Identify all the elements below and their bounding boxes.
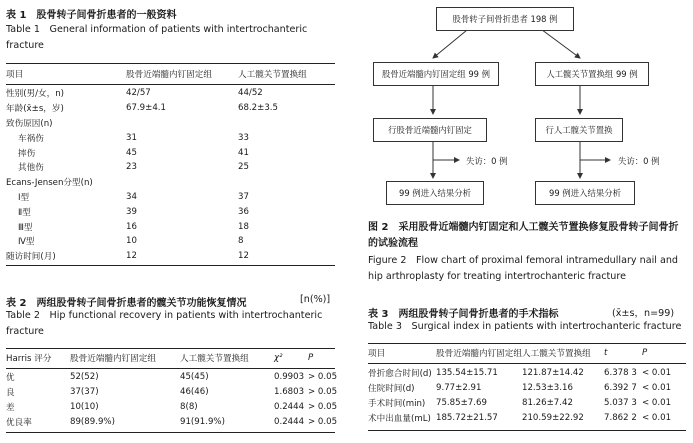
table3-header-row [368, 346, 686, 361]
flow-lost-right: 失访：0 例 [618, 156, 660, 166]
table1-row-cell: 25 [238, 162, 249, 173]
table2-header-cell: 人工髋关节置换组 [180, 354, 249, 365]
table2-row-cell: 52(52) [70, 372, 99, 383]
table1-row-cell: 36 [238, 206, 249, 217]
table3-top-rule [368, 343, 686, 344]
table1-header-cell: 人工髋关节置换组 [238, 70, 307, 81]
table1-row-cell: Ⅳ型 [18, 237, 35, 248]
table3-row-cell: 7.862 2 [604, 412, 637, 423]
table2-row-cell: 46(46) [180, 387, 209, 398]
figure2-caption-cn: 图 2 采用股骨近端髓内钉固定和人工髋关节置换修复股骨转子间骨折的试验流程 [368, 222, 679, 249]
table2-row-cell: 45(45) [180, 372, 209, 383]
table1-row-cell: 年龄(x̄±s，岁) [6, 104, 64, 115]
table3-row-cell: < 0.01 [642, 397, 672, 408]
table3-row [368, 410, 686, 425]
table3-row-cell: < 0.01 [642, 368, 672, 379]
table2-header-cell: χ² [274, 353, 283, 364]
table3-row-cell: < 0.01 [642, 383, 672, 394]
table3-row-cell: 术中出血量(mL) [368, 413, 431, 424]
table2-caption-cn: 表 2 两组股骨转子间骨折患者的髋关节功能恢复情况 [6, 298, 247, 309]
table3-row-cell: 手术时间(min) [368, 398, 426, 409]
table3-row-cell: 185.72±21.57 [436, 412, 498, 423]
figure2-caption-en: Figure 2 Flow chart of proximal femoral intramedullary nail and hip arthroplasty for treating intertrochanteric fracture [368, 255, 679, 282]
table2-row-cell: 8(8) [180, 401, 198, 412]
table3-row [368, 381, 686, 396]
table2-caption-en: Table 2 Hip functional recovery in patients with intertrochanteric fracture [6, 310, 323, 337]
flow-box-nail-analysis: 99 例进入结果分析 [386, 181, 484, 205]
table3-row-cell: 135.54±15.71 [436, 368, 498, 379]
table1-row-cell: 67.9±4.1 [126, 103, 167, 114]
table1-row-cell: Ⅱ型 [18, 207, 31, 218]
table1-row-cell: 其他伤 [18, 163, 44, 174]
table3-row-cell: 210.59±22.92 [522, 412, 584, 423]
table1-row-cell: 45 [126, 147, 137, 158]
table3-row-cell: 121.87±14.42 [522, 368, 584, 379]
table2-row-cell: 91(91.9%) [180, 416, 225, 427]
table3-row-cell: 12.53±3.16 [522, 383, 573, 394]
table2-row-cell: 1.6803 [274, 387, 305, 398]
table2-row-cell: 优 [6, 373, 15, 384]
table1-row-cell: 性别(男/女，n) [6, 89, 65, 100]
table2-row-cell: 优良率 [6, 417, 32, 428]
table3-row-cell: 骨折愈合时间(d) [368, 369, 432, 380]
table1-row-cell: 12 [126, 251, 137, 262]
table3-row-cell: 81.26±7.42 [522, 397, 573, 408]
table3-row-cell: 75.85±7.69 [436, 397, 487, 408]
table1-row-cell: 8 [238, 236, 244, 247]
table3-row [368, 396, 686, 411]
table2-row-cell: 差 [6, 402, 15, 413]
table3-unit: (x̄±s，n=99) [612, 308, 675, 319]
table1-row-cell: 致伤原因(n) [6, 118, 53, 129]
table2-row-cell: > 0.05 [308, 401, 338, 412]
flow-box-total: 股骨转子间骨折患者 198 例 [436, 7, 574, 31]
flow-box-arthroplasty-analysis: 99 例进入结果分析 [535, 181, 635, 205]
flow-lost-left: 失访：0 例 [466, 156, 508, 166]
table1-row-cell: 随访时间(月) [6, 252, 56, 263]
table2-row-cell: 0.9903 [274, 372, 305, 383]
table1-row-cell: 37 [238, 191, 249, 202]
table2-row-cell: > 0.05 [308, 372, 338, 383]
table3-header-cell: 股骨近端髓内钉固定组 [436, 349, 522, 360]
table3-header-rule [368, 363, 686, 364]
table3-row-cell: 5.037 3 [604, 397, 637, 408]
table3-caption-cn: 表 3 两组股骨转子间骨折患者的手术指标 [368, 309, 559, 320]
table1-row-cell: 16 [126, 221, 137, 232]
table1-row-cell: 33 [238, 132, 249, 143]
table3-header [368, 346, 686, 361]
table1-row-cell: 44/52 [238, 88, 263, 99]
table1-caption-cn: 表 1 股骨转子间骨折患者的一般资料 [6, 10, 177, 21]
table3-row-cell: 6.378 3 [604, 368, 637, 379]
table1-row-cell: 34 [126, 191, 137, 202]
table3-row-cell: 住院时间(d) [368, 384, 415, 395]
table3-body [368, 366, 686, 425]
table1-row-cell: 39 [126, 206, 137, 217]
table1-row-cell: 42/57 [126, 88, 151, 99]
table2-header-cell: Harris 评分 [6, 354, 52, 365]
table1-row-cell: 31 [126, 132, 137, 143]
table2-row-cell: 10(10) [70, 401, 99, 412]
table1-row-cell: 23 [126, 162, 137, 173]
table3-row-cell: < 0.01 [642, 412, 672, 423]
table2-header-cell: P [308, 353, 314, 364]
table1-row-cell: 10 [126, 236, 137, 247]
table1-row-cell: 12 [238, 251, 249, 262]
table2-row-cell: 0.2444 [274, 401, 305, 412]
table1-row-cell: 摔伤 [18, 148, 36, 159]
table1-row-cell: Ⅲ型 [18, 222, 33, 233]
table2-row-cell: > 0.05 [308, 387, 338, 398]
table2-row-cell: 37(37) [70, 387, 99, 398]
table3-header-cell: 人工髋关节置换组 [522, 349, 591, 360]
table1-row-cell: Ecans-Jensen分型(n) [6, 178, 93, 189]
table1-row-cell: 68.2±3.5 [238, 103, 279, 114]
table3-row [368, 366, 686, 381]
table1-row-cell: 41 [238, 147, 249, 158]
table1-row-cell: 车祸伤 [18, 133, 44, 144]
table3-header-cell: P [642, 348, 648, 359]
table2-row-cell: 0.2444 [274, 416, 305, 427]
table2-row-cell: 良 [6, 388, 15, 399]
flow-box-arthroplasty-group: 人工髋关节置换组 99 例 [535, 62, 649, 86]
table3-caption-en: Table 3 Surgical index in patients with intertrochanteric fracture [368, 321, 682, 332]
table2-row-cell: 89(89.9%) [70, 416, 115, 427]
table3-bottom-rule [368, 430, 686, 431]
flow-box-nail-procedure: 行股骨近端髓内钉固定 [373, 118, 487, 142]
table2-header-cell: 股骨近端髓内钉固定组 [70, 354, 156, 365]
table2-unit: [n(%)] [300, 294, 331, 305]
flow-box-nail-group: 股骨近端髓内钉固定组 99 例 [373, 62, 499, 86]
table1-row-cell: 18 [238, 221, 249, 232]
table3-header-cell: t [604, 348, 608, 359]
flow-box-arthroplasty-procedure: 行人工髋关节置换 [535, 118, 623, 142]
table1-caption-en: Table 1 General information of patients with intertrochanteric fracture [6, 24, 308, 51]
table1-row-cell: Ⅰ型 [18, 192, 30, 203]
table3-row-cell: 9.77±2.91 [436, 383, 482, 394]
table3-header-cell: 项目 [368, 349, 386, 360]
table1-header-cell: 项目 [6, 70, 24, 81]
table1-header-cell: 股骨近端髓内钉固定组 [126, 70, 212, 81]
table3-row-cell: 6.392 7 [604, 383, 637, 394]
table2-row-cell: > 0.05 [308, 416, 338, 427]
